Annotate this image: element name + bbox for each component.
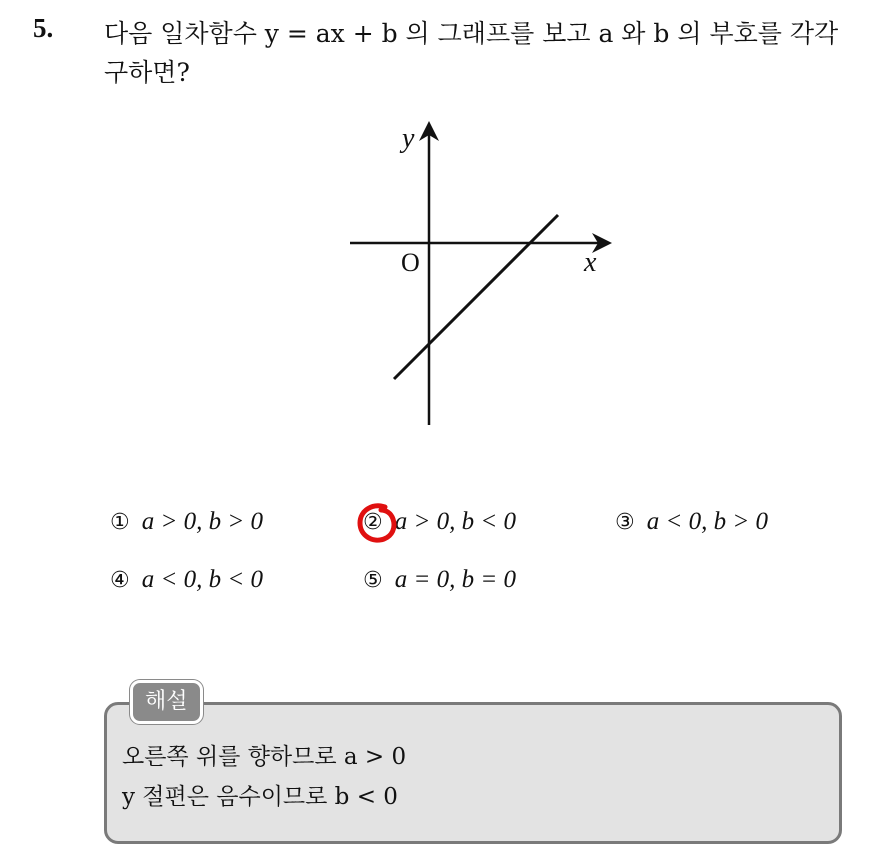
solution-box — [104, 702, 842, 844]
x-axis-label: x — [584, 247, 597, 278]
function-line — [394, 215, 558, 379]
solution-tag: 해설 — [130, 680, 203, 724]
choice-4[interactable] — [110, 566, 263, 594]
question-line-2: 구하면? — [104, 58, 190, 87]
solution-line-2: y 절편은 음수이므로 b < 0 — [122, 784, 398, 810]
origin-label: O — [401, 248, 420, 277]
solution-line-1: 오른쪽 위를 향하므로 a > 0 — [122, 744, 407, 770]
answer-circle-mark — [355, 500, 401, 546]
choice-2-number: ② — [363, 509, 383, 535]
choice-3-number: ③ — [615, 509, 635, 535]
choice-1-number: ① — [110, 509, 130, 535]
choice-5-number: ⑤ — [363, 567, 383, 593]
choice-1[interactable] — [110, 508, 263, 536]
choice-1-expression: a > 0, b > 0 — [141, 508, 263, 535]
y-axis-label: y — [402, 123, 415, 154]
question-line-1: 다음 일차함수 y = ax + b 의 그래프를 보고 a 와 b 의 부호를 각각 — [104, 19, 839, 48]
choice-4-expression: a < 0, b < 0 — [141, 566, 263, 593]
choice-3[interactable] — [615, 508, 768, 536]
choice-4-number: ④ — [110, 567, 130, 593]
linear-function-graph — [340, 115, 630, 435]
question-number: 5. — [33, 13, 54, 43]
choice-3-expression: a < 0, b > 0 — [646, 508, 768, 535]
choice-2-expression: a > 0, b < 0 — [394, 508, 516, 535]
choice-5[interactable] — [363, 566, 516, 594]
red-circle-stroke — [360, 506, 394, 540]
choice-5-expression: a = 0, b = 0 — [394, 566, 516, 593]
question-text — [104, 14, 874, 92]
